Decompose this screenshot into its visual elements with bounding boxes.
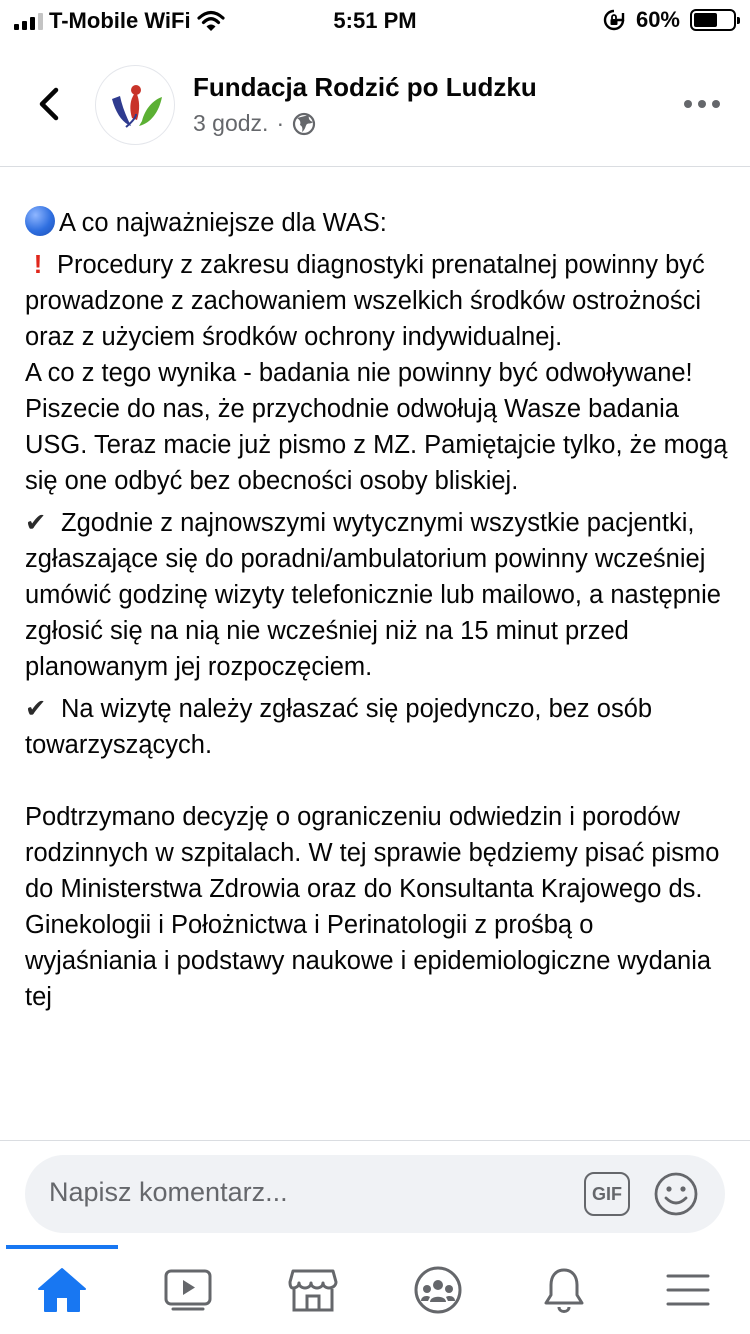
- bottom-tab-bar: [0, 1245, 750, 1334]
- notifications-icon: [541, 1265, 587, 1315]
- tab-menu[interactable]: [658, 1265, 718, 1315]
- exclamation-icon: !: [33, 251, 43, 279]
- gif-label: GIF: [592, 1183, 622, 1204]
- active-tab-indicator: [6, 1245, 118, 1249]
- post-point-2: [25, 505, 730, 685]
- back-icon[interactable]: [30, 82, 70, 126]
- comment-bar: [0, 1140, 750, 1246]
- post-point-1-followup: A co z tego wynika - badania nie powinny być odwoływane! Piszecie do nas, że przychodnie odwołują Wasze badania USG. Teraz macie już pismo z MZ. Pamiętajcie tylko, że mogą się one odbyć bez obecności osoby bliskiej.: [25, 359, 728, 495]
- carrier-label: T-Mobile WiFi: [49, 8, 191, 33]
- emoji-icon[interactable]: [653, 1171, 699, 1217]
- status-bar: [0, 0, 750, 40]
- marketplace-icon: [288, 1267, 338, 1313]
- tab-home[interactable]: [32, 1265, 92, 1315]
- meta-separator: ·: [276, 110, 285, 136]
- post-meta: [193, 110, 316, 137]
- post-heading-line: [25, 205, 730, 241]
- page-name[interactable]: Fundacja Rodzić po Ludzku: [193, 72, 537, 102]
- blue-circle-icon: [25, 206, 55, 236]
- battery-icon: [690, 9, 736, 31]
- battery-percent: 60%: [635, 7, 680, 32]
- home-icon: [37, 1267, 87, 1313]
- post-point-2-text: Zgodnie z najnowszymi wytycznymi wszystkie pacjentki, zgłaszające się do poradni/ambulatorium powinny wcześniej umówić godzinę wizyty telefonicznie lub mailowo, a następnie zgłosić się na nią nie wcześniej niż na 15 minut przed planowanym jej rozpoczęciem.: [25, 509, 721, 681]
- tab-groups[interactable]: [408, 1265, 468, 1315]
- more-options-icon[interactable]: [684, 100, 720, 108]
- tab-watch[interactable]: [158, 1265, 218, 1315]
- post-point-3-text: Na wizytę należy zgłaszać się pojedynczo, bez osób towarzyszących.: [25, 695, 653, 759]
- post-point-3: [25, 691, 730, 763]
- menu-icon: [664, 1270, 712, 1310]
- page-avatar[interactable]: [95, 65, 175, 145]
- watch-icon: [163, 1268, 213, 1312]
- post-point-1: [25, 247, 730, 355]
- tab-marketplace[interactable]: [283, 1265, 343, 1315]
- globe-icon: [292, 112, 316, 136]
- tab-notifications[interactable]: [534, 1265, 594, 1315]
- post-point-1-text: Procedury z zakresu diagnostyki prenatalnej powinny być prowadzone z zachowaniem wszelkich środków ostrożności oraz z użyciem środków ochrony indywidualnej.: [25, 251, 705, 351]
- orientation-lock-icon: [602, 8, 626, 32]
- checkmark-icon: ✔: [25, 509, 47, 537]
- comment-input[interactable]: [25, 1155, 725, 1233]
- checkmark-icon: ✔: [25, 695, 47, 723]
- status-right: [602, 7, 736, 33]
- post-heading: A co najważniejsze dla WAS:: [59, 209, 387, 237]
- foundation-logo-icon: [96, 66, 175, 145]
- groups-icon: [413, 1265, 463, 1315]
- post-time[interactable]: 3 godz.: [193, 110, 269, 136]
- gif-button[interactable]: [584, 1172, 630, 1216]
- post-header: [0, 40, 750, 167]
- post-body: [25, 205, 730, 1140]
- post-paragraph: Podtrzymano decyzję o ograniczeniu odwiedzin i porodów rodzinnych w szpitalach. W tej sprawie będziemy pisać pismo do Ministerstwa Zdrowia oraz do Konsultanta Krajowego ds. Ginekologii i Położnictwa i Perinatologii z prośbą o wyjaśniania i podstawy naukowe i epidemiologiczne wydania tej: [25, 803, 720, 1011]
- status-time: 5:51 PM: [333, 8, 417, 33]
- comment-placeholder: Napisz komentarz...: [49, 1177, 288, 1207]
